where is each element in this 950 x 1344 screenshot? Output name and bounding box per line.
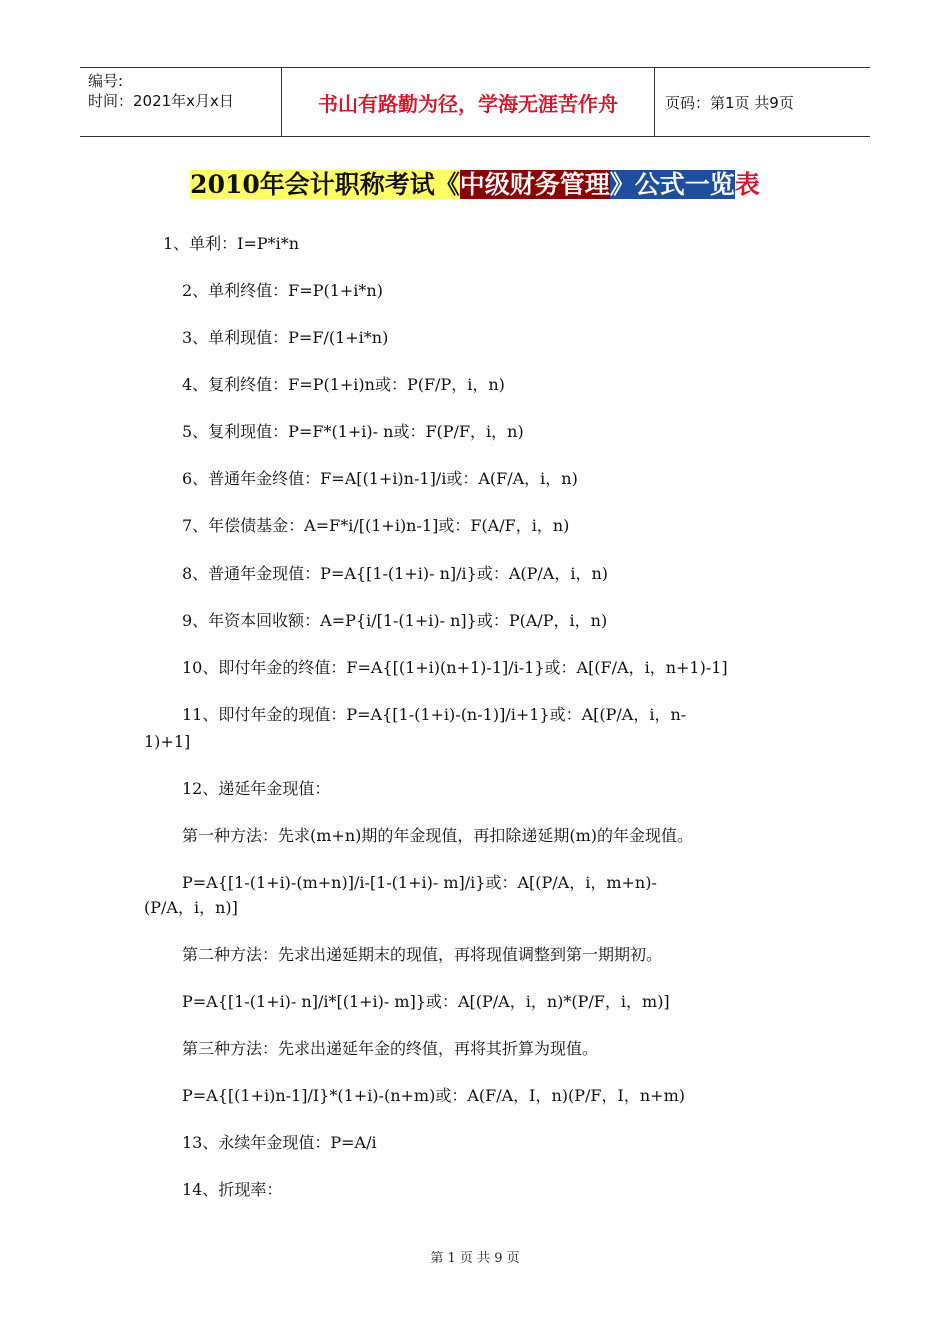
- method-line: 第一种方法：先求(m+n)期的年金现值，再扣除递延期(m)的年金现值。: [182, 826, 694, 845]
- formula-line: P=A{[1-(1+i)-(m+n)]/i-[1-(1+i)- m]/i}或：A[(P/A，i，m+n)-: [182, 873, 657, 892]
- formula-line: 4、复利终值：F=P(1+i)n或：P(F/P，i，n): [182, 375, 505, 394]
- formula-line: 13、永续年金现值：P=A/i: [182, 1133, 377, 1152]
- page-footer: 第 1 页 共 9 页: [430, 1251, 520, 1266]
- title-part-highlight-darkred: 中级财务管理: [459, 170, 610, 199]
- header-motto-cell: [282, 68, 655, 136]
- header-page-cell: [655, 68, 870, 136]
- document-title: [0, 168, 950, 202]
- formula-line: 7、年偿债基金：A=F*i/[(1+i)n-1]或：F(A/F，i，n): [182, 516, 570, 535]
- header-page-info: 页码：第1页 共9页: [665, 93, 794, 112]
- formula-line: 3、单利现值：P=F/(1+i*n): [182, 328, 389, 347]
- header-table: [80, 67, 870, 137]
- document-number-label: 编号:: [88, 72, 124, 90]
- formula-line: 10、即付年金的终值：F=A{[(1+i)(n+1)-1]/i-1}或：A[(F/A，i，n+1)-1]: [182, 658, 728, 677]
- formula-line: 6、普通年金终值：F=A[(1+i)n-1]/i或：A(F/A，i，n): [182, 469, 578, 488]
- formula-line: 9、年资本回收额：A=P{i/[1-(1+i)- n]}或：P(A/P，i，n): [182, 611, 608, 630]
- formula-line: 5、复利现值：P=F*(1+i)- n或：F(P/F，i，n): [182, 422, 524, 441]
- title-part-red: 表: [734, 170, 760, 199]
- method-line: 第三种方法：先求出递延年金的终值，再将其折算为现值。: [182, 1039, 599, 1058]
- formula-line-continued: 1)+1]: [144, 732, 191, 751]
- formula-line: 8、普通年金现值：P=A{[1-(1+i)- n]/i}或：A(P/A，i，n): [182, 564, 609, 583]
- formula-line: 11、即付年金的现值：P=A{[1-(1+i)-(n-1)]/i+1}或：A[(P/A，i，n-: [182, 705, 687, 724]
- formula-line-continued: (P/A，i，n)]: [144, 898, 238, 917]
- formula-line: 14、折现率：: [182, 1180, 283, 1199]
- header-motto: 书山有路勤为径，学海无涯苦作舟: [318, 91, 618, 116]
- formula-line: 1、单利：I=P*i*n: [163, 234, 300, 253]
- formula-line: 12、递延年金现值：: [182, 779, 331, 798]
- formula-line: 2、单利终值：F=P(1+i*n): [182, 281, 383, 300]
- header-meta-cell: [80, 68, 282, 136]
- method-line: 第二种方法：先求出递延期末的现值，再将现值调整到第一期期初。: [182, 945, 663, 964]
- title-part-highlight-blue: 》公式一览: [609, 170, 735, 199]
- document-date-label: 时间：2021年x月x日: [88, 92, 234, 110]
- title-part-highlight-yellow: 2010年会计职称考试《: [190, 170, 460, 199]
- formula-line: P=A{[(1+i)n-1]/I}*(1+i)-(n+m)或：A(F/A，I，n)(P/F，I，n+m): [182, 1086, 685, 1105]
- formula-line: P=A{[1-(1+i)- n]/i*[(1+i)- m]}或：A[(P/A，i，n)*(P/F，i，m)]: [182, 992, 670, 1011]
